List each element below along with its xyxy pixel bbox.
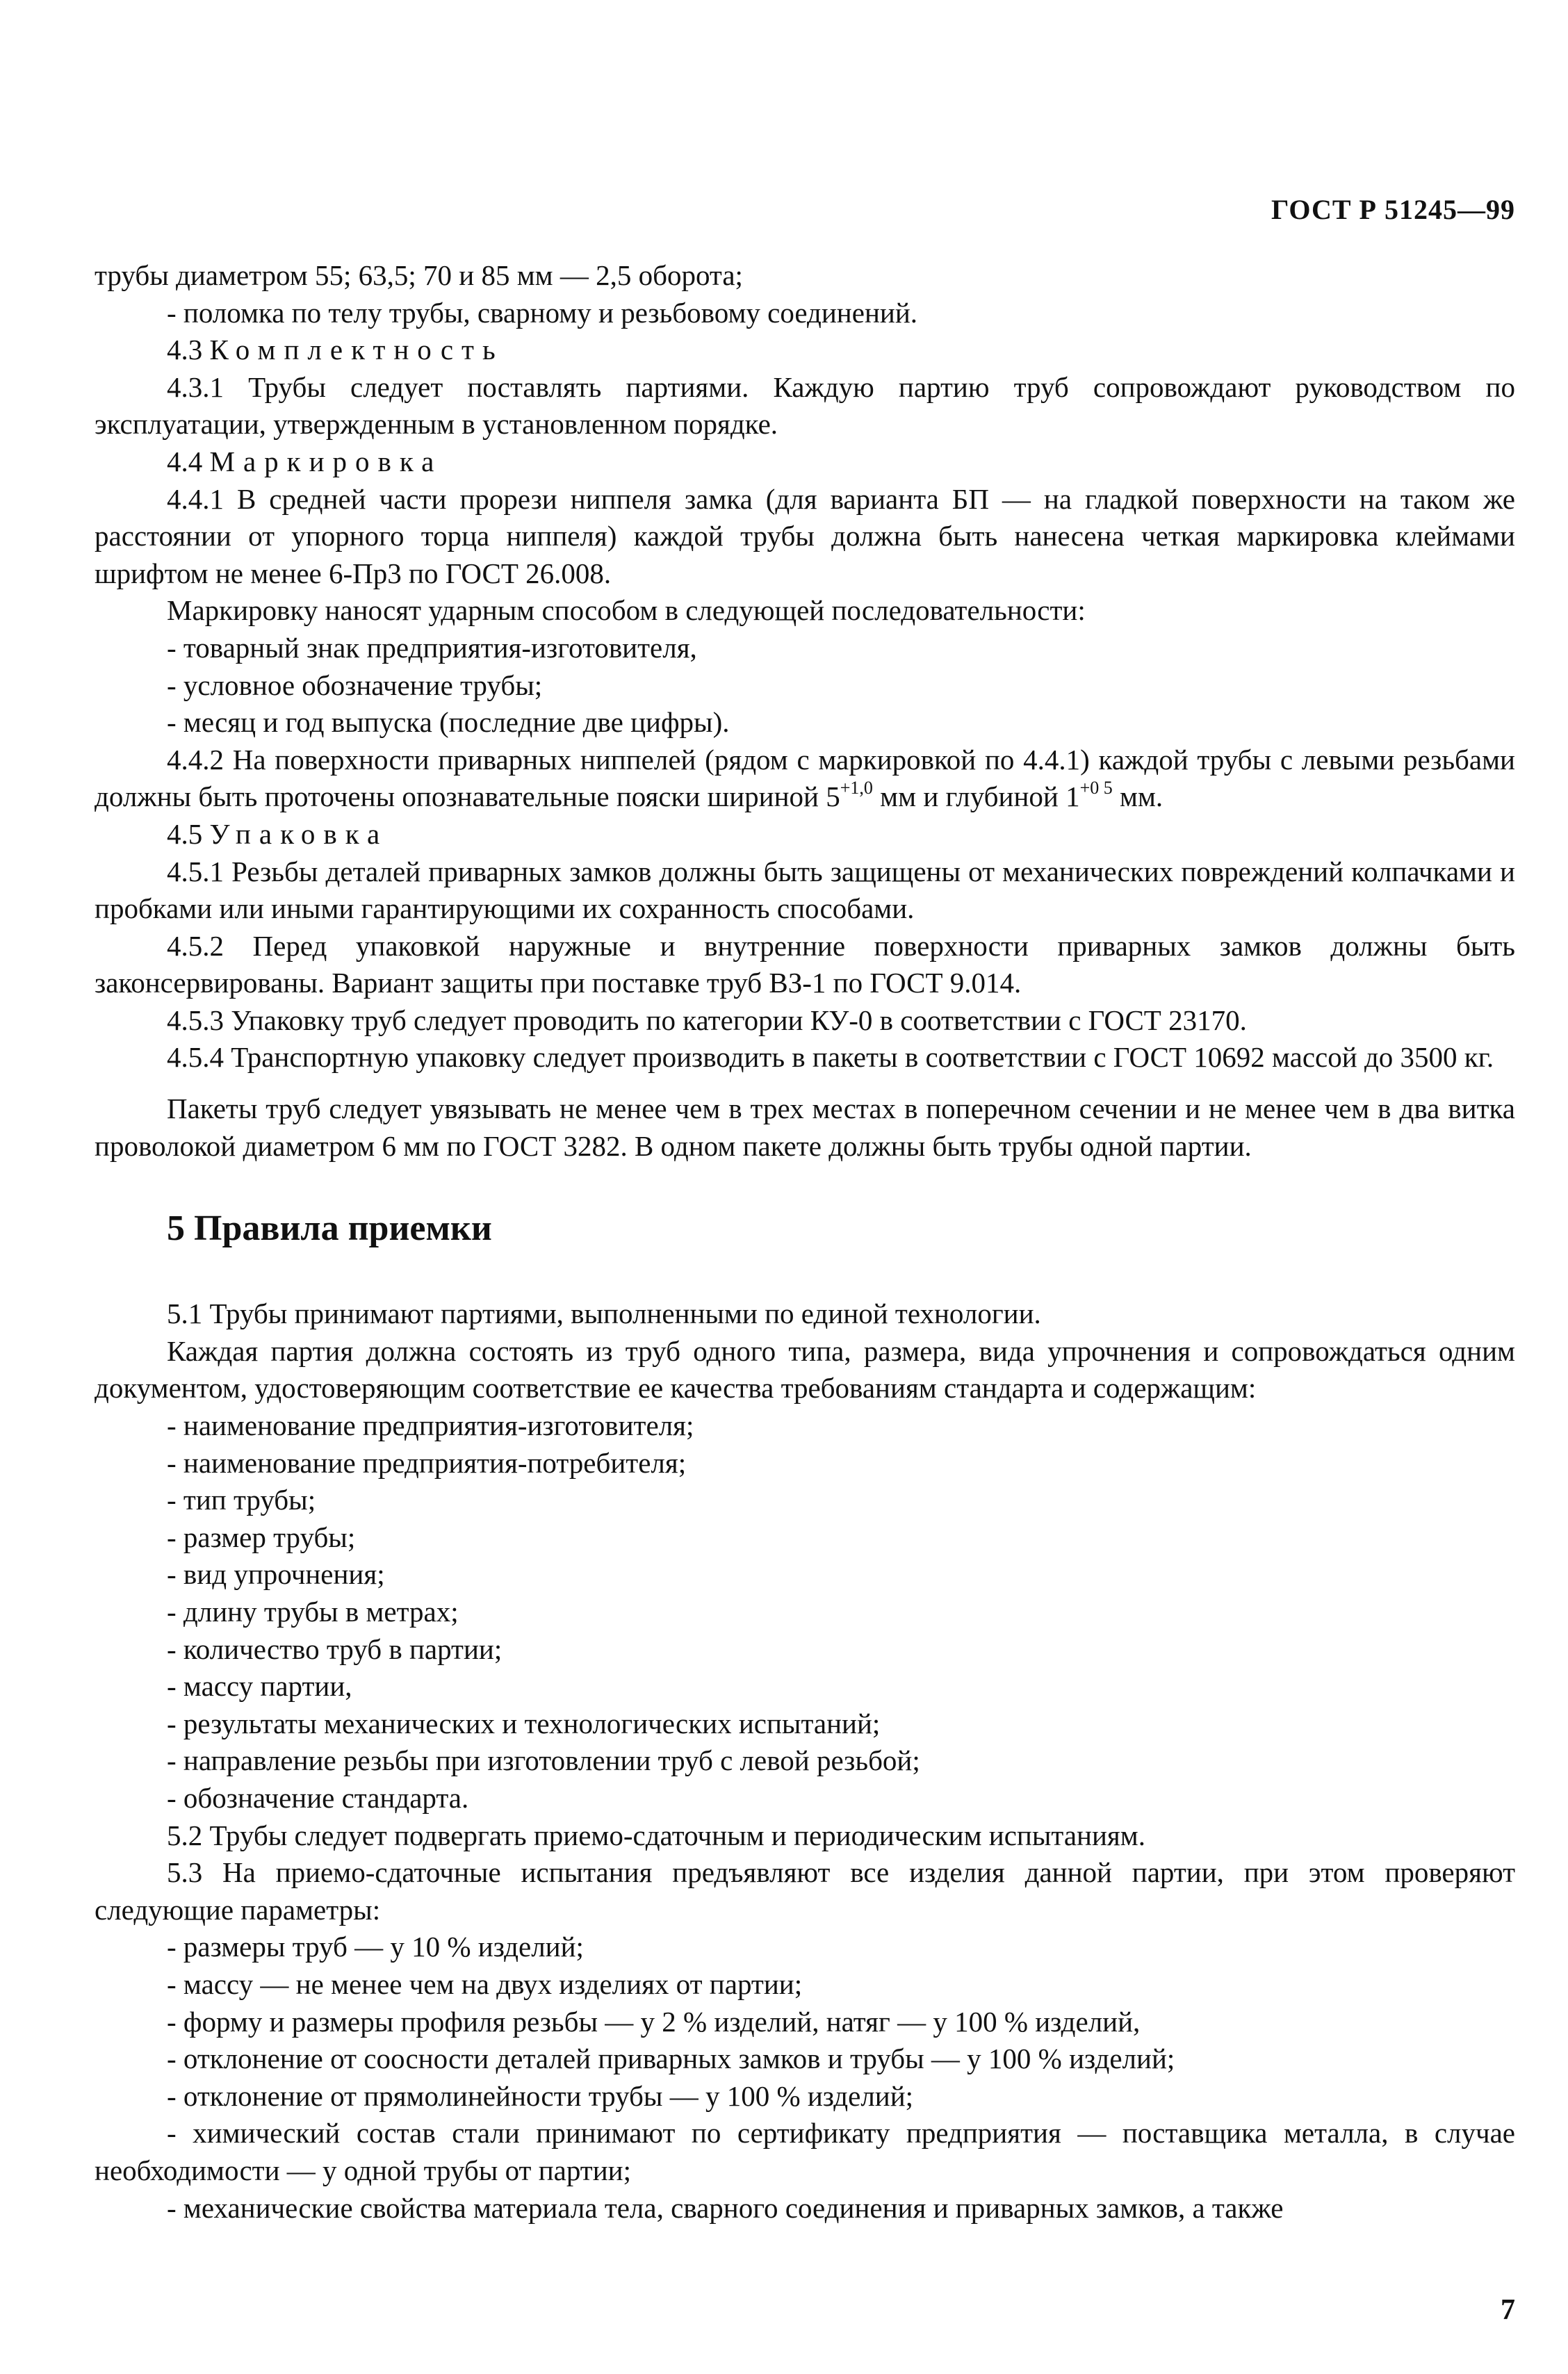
list-item: - массу партии, bbox=[167, 1670, 352, 1703]
subsection-title: Маркировка bbox=[209, 445, 443, 477]
paragraph-5-2: 5.2 Трубы следует подвергать приемо-сдаточным и периодическим испытаниям. bbox=[167, 1819, 1145, 1851]
paragraph-mechanical-properties: - механические свойства материала тела, сварного соединения и приварных замков, а также bbox=[167, 2191, 1284, 2224]
subsection-number: 4.4 bbox=[167, 445, 203, 477]
document-body bbox=[95, 257, 1515, 2227]
subsection-number: 4.3 bbox=[167, 334, 203, 366]
paragraph-4-5-4: 4.5.4 Транспортную упаковку следует производить в пакеты в соответствии с ГОСТ 10692 массой до 3500 кг. bbox=[167, 1041, 1494, 1074]
paragraph-chemical-composition: - химический состав стали принимают по сертификату предприятия — поставщика металла, в случае необходимости — у одной трубы от партии; bbox=[95, 2117, 1515, 2186]
paragraph-packages: Пакеты труб следует увязывать не менее чем в трех местах в поперечном сечении и не менее чем в два витка проволокой диаметром 6 мм по ГОСТ 3282. В одном пакете должны быть трубы одной партии. bbox=[95, 1092, 1515, 1162]
paragraph-5-3: 5.3 На приемо-сдаточные испытания предъявляют все изделия данной партии, при этом проверяют следующие параметры: bbox=[95, 1856, 1515, 1926]
paragraph-4-5-1: 4.5.1 Резьбы деталей приварных замков должны быть защищены от механических повреждений колпачками и пробками или иными гарантирующими их сохранность способами. bbox=[95, 855, 1515, 925]
tolerance-superscript: +0 5 bbox=[1079, 778, 1113, 799]
list-item: - размер трубы; bbox=[167, 1521, 356, 1553]
list-item: - размеры труб — у 10 % изделий; bbox=[167, 1931, 584, 1963]
list-item: - отклонение от соосности деталей приварных замков и трубы — у 100 % изделий; bbox=[167, 2043, 1175, 2075]
subsection-title: Упаковка bbox=[209, 817, 389, 850]
paragraph-marking-order: Маркировку наносят ударным способом в следующей последовательности: bbox=[167, 594, 1086, 627]
list-item: - вид упрочнения; bbox=[167, 1558, 385, 1591]
page-number: 7 bbox=[1501, 2294, 1515, 2326]
list-item: - условное обозначение трубы; bbox=[167, 669, 543, 701]
list-item: - отклонение от прямолинейности трубы — у 100 % изделий; bbox=[167, 2079, 914, 2112]
list-item: - поломка по телу трубы, сварному и резьбовому соединений. bbox=[167, 296, 918, 329]
list-item: - направление резьбы при изготовлении труб с левой резьбой; bbox=[167, 1744, 920, 1777]
paragraph-text: мм. bbox=[1112, 780, 1163, 813]
list-item: - длину трубы в метрах; bbox=[167, 1596, 459, 1628]
paragraph-4-5-3: 4.5.3 Упаковку труб следует проводить по категории КУ-0 в соответствии с ГОСТ 23170. bbox=[167, 1004, 1247, 1036]
list-item: - наименование предприятия-изготовителя; bbox=[167, 1409, 694, 1442]
paragraph-4-4-1: 4.4.1 В средней части прорези ниппеля замка (для варианта БП — на гладкой поверхности на таком же расстоянии от упорного торца ниппеля) каждой трубы должна быть нанесена четкая маркировка клеймами шрифтом не менее 6-Пр3 по ГОСТ 26.008. bbox=[95, 482, 1515, 589]
paragraph-4-5-2: 4.5.2 Перед упаковкой наружные и внутренние поверхности приварных замков должны быть законсервированы. Вариант защиты при поставке труб ВЗ-1 по ГОСТ 9.014. bbox=[95, 929, 1515, 999]
paragraph-text: 4.4.2 На поверхности приварных ниппелей (рядом с маркировкой по 4.4.1) каждой трубы с левыми резьбами должны быть проточены опознавательные пояски шириной 5 bbox=[95, 743, 1515, 813]
list-item: - тип трубы; bbox=[167, 1484, 316, 1516]
paragraph-text: мм и глубиной 1 bbox=[872, 780, 1080, 813]
subsection-heading-4-3 bbox=[95, 331, 1515, 369]
list-item: - товарный знак предприятия-изготовителя, bbox=[167, 631, 697, 664]
list-item: - форму и размеры профиля резьбы — у 2 % изделий, натяг — у 100 % изделий, bbox=[167, 2005, 1141, 2038]
paragraph-batch: Каждая партия должна состоять из труб одного типа, размера, вида упрочнения и сопровождаться одним документом, удостоверяющим соответствие ее качества требованиям стандарта и содержащим: bbox=[95, 1334, 1515, 1405]
section-heading-5: 5 Правила приемки bbox=[167, 1209, 492, 1249]
tolerance-superscript: +1,0 bbox=[840, 778, 873, 799]
list-item: - количество труб в партии; bbox=[167, 1632, 503, 1665]
paragraph-4-3-1: 4.3.1 Трубы следует поставлять партиями. Каждую партию труб сопровождают руководством по эксплуатации, утвержденным в установленном порядке. bbox=[95, 370, 1515, 441]
list-item: - результаты механических и технологических испытаний; bbox=[167, 1707, 881, 1739]
list-item: - месяц и год выпуска (последние две цифры). bbox=[167, 706, 730, 739]
subsection-number: 4.5 bbox=[167, 817, 203, 850]
list-item: - массу — не менее чем на двух изделиях от партии; bbox=[167, 1967, 803, 2000]
list-item: - обозначение стандарта. bbox=[167, 1781, 469, 1814]
document-code-header: ГОСТ Р 51245—99 bbox=[1271, 194, 1515, 225]
subsection-title: Комплектность bbox=[209, 334, 504, 366]
paragraph-continuation: трубы диаметром 55; 63,5; 70 и 85 мм — 2,5 оборота; bbox=[95, 259, 743, 291]
paragraph-5-1: 5.1 Трубы принимают партиями, выполненными по единой технологии. bbox=[167, 1297, 1041, 1330]
list-item: - наименование предприятия-потребителя; bbox=[167, 1446, 687, 1479]
paragraph-4-4-2 bbox=[95, 742, 1515, 816]
subsection-heading-4-4 bbox=[95, 443, 1515, 481]
subsection-heading-4-5 bbox=[95, 816, 1515, 853]
